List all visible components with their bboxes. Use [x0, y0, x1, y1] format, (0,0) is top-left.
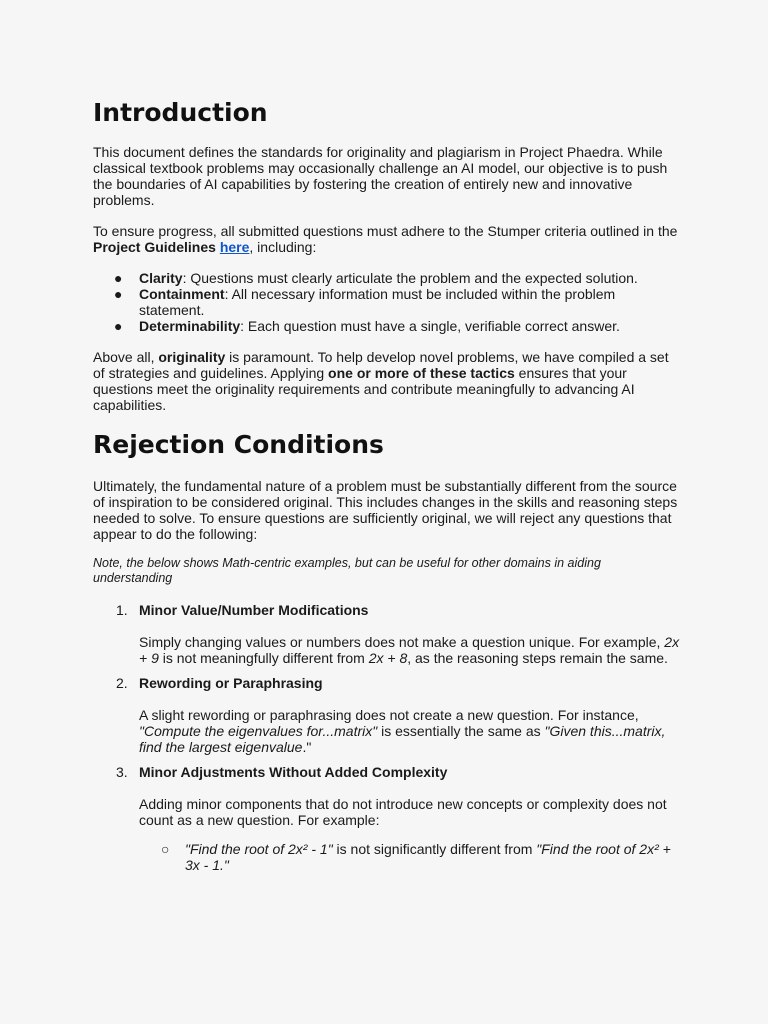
rule-text: is essentially the same as [377, 723, 545, 739]
rule-body [139, 634, 683, 666]
sub-example-c: "Find the root of 2x² + 3x - 1." [185, 841, 671, 873]
list-item [93, 602, 683, 666]
rule-title: Minor Value/Number Modifications [139, 602, 369, 618]
rule-number: 2. [116, 675, 128, 691]
list-item [139, 841, 683, 873]
bullet-icon: ● [114, 286, 123, 302]
document-content [93, 96, 683, 882]
heading-introduction: Introduction [93, 98, 268, 127]
list-item [93, 318, 683, 334]
bullet-icon: ● [114, 270, 123, 286]
rejection-rules-list [93, 602, 683, 873]
rule-example: "Given this...matrix, find the largest eigenvalue [139, 723, 666, 755]
criteria-term: Containment [139, 286, 225, 302]
p3-text-e: ensures that your questions meet the originality requirements and contribute meaningfully to advancing AI capabilities. [93, 365, 635, 413]
rule-example: 2x + 8 [368, 650, 408, 666]
rejection-paragraph-1: Ultimately, the fundamental nature of a problem must be substantially different from the source of inspiration to be considered original. This includes changes in the skills and reasoning steps needed to solve. To ensure questions are sufficiently original, we will reject any questions that appear to do the following: [93, 478, 678, 542]
rule-text: ." [302, 739, 312, 755]
rule-title: Rewording or Paraphrasing [139, 675, 323, 691]
intro-paragraph-2 [93, 223, 683, 255]
criteria-text: : Each question must have a single, verifiable correct answer. [240, 318, 620, 334]
p3-bold-tactics: one or more of these tactics [328, 365, 515, 381]
heading-rejection-conditions: Rejection Conditions [93, 430, 384, 459]
guidelines-link[interactable]: here [219, 239, 250, 255]
rejection-note: Note, the below shows Math-centric examples, but can be useful for other domains in aiding understanding [93, 556, 601, 585]
p3-bold-originality: originality [158, 349, 226, 365]
criteria-text: : All necessary information must be included within the problem statement. [139, 286, 616, 318]
stumper-criteria-list [93, 270, 683, 334]
criteria-text: : Questions must clearly articulate the problem and the expected solution. [182, 270, 638, 286]
rule-text: A slight rewording or paraphrasing does not create a new question. For instance, [139, 707, 639, 723]
rule-example: 2x + 9 [139, 634, 680, 666]
criteria-term: Clarity [139, 270, 183, 286]
rule-text: is not meaningfully different from [158, 650, 369, 666]
rule-body: Adding minor components that do not introduce new concepts or complexity does not count as a new question. For example: [139, 796, 667, 828]
list-item [93, 286, 683, 318]
rule-text: , as the reasoning steps remain the same. [407, 650, 668, 666]
intro-paragraph-3 [93, 349, 683, 413]
intro-p2-tail: , including: [249, 239, 317, 255]
rule-text: Simply changing values or numbers does not make a question unique. For example, [139, 634, 665, 650]
intro-p2-text: To ensure progress, all submitted questions must adhere to the Stumper criteria outlined in the [93, 223, 678, 239]
p3-text-c: is paramount. To help develop novel problems, we have compiled a set of strategies and guidelines. Applying [93, 349, 669, 381]
sub-example-a: "Find the root of 2x² - 1" [185, 841, 333, 857]
project-guidelines-label: Project Guidelines [93, 239, 216, 255]
rule-number: 3. [116, 764, 128, 780]
intro-paragraph-1: This document defines the standards for originality and plagiarism in Project Phaedra. While classical textbook problems may occasionally challenge an AI model, our objective is to push the boundaries of AI capabilities by fostering the creation of entirely new and innovative problems. [93, 144, 668, 208]
rule-body [139, 707, 683, 755]
p3-text-a: Above all, [93, 349, 159, 365]
list-item [93, 270, 683, 286]
rule-title: Minor Adjustments Without Added Complexity [139, 764, 448, 780]
bullet-icon: ● [114, 318, 123, 334]
circle-bullet-icon: ○ [161, 841, 170, 857]
list-item [93, 764, 683, 873]
criteria-term: Determinability [139, 318, 241, 334]
rule-example: "Compute the eigenvalues for...matrix" [139, 723, 378, 739]
rule-number: 1. [116, 602, 128, 618]
sub-example-list [139, 841, 683, 873]
sub-example-text: is not significantly different from [332, 841, 537, 857]
list-item [93, 675, 683, 755]
